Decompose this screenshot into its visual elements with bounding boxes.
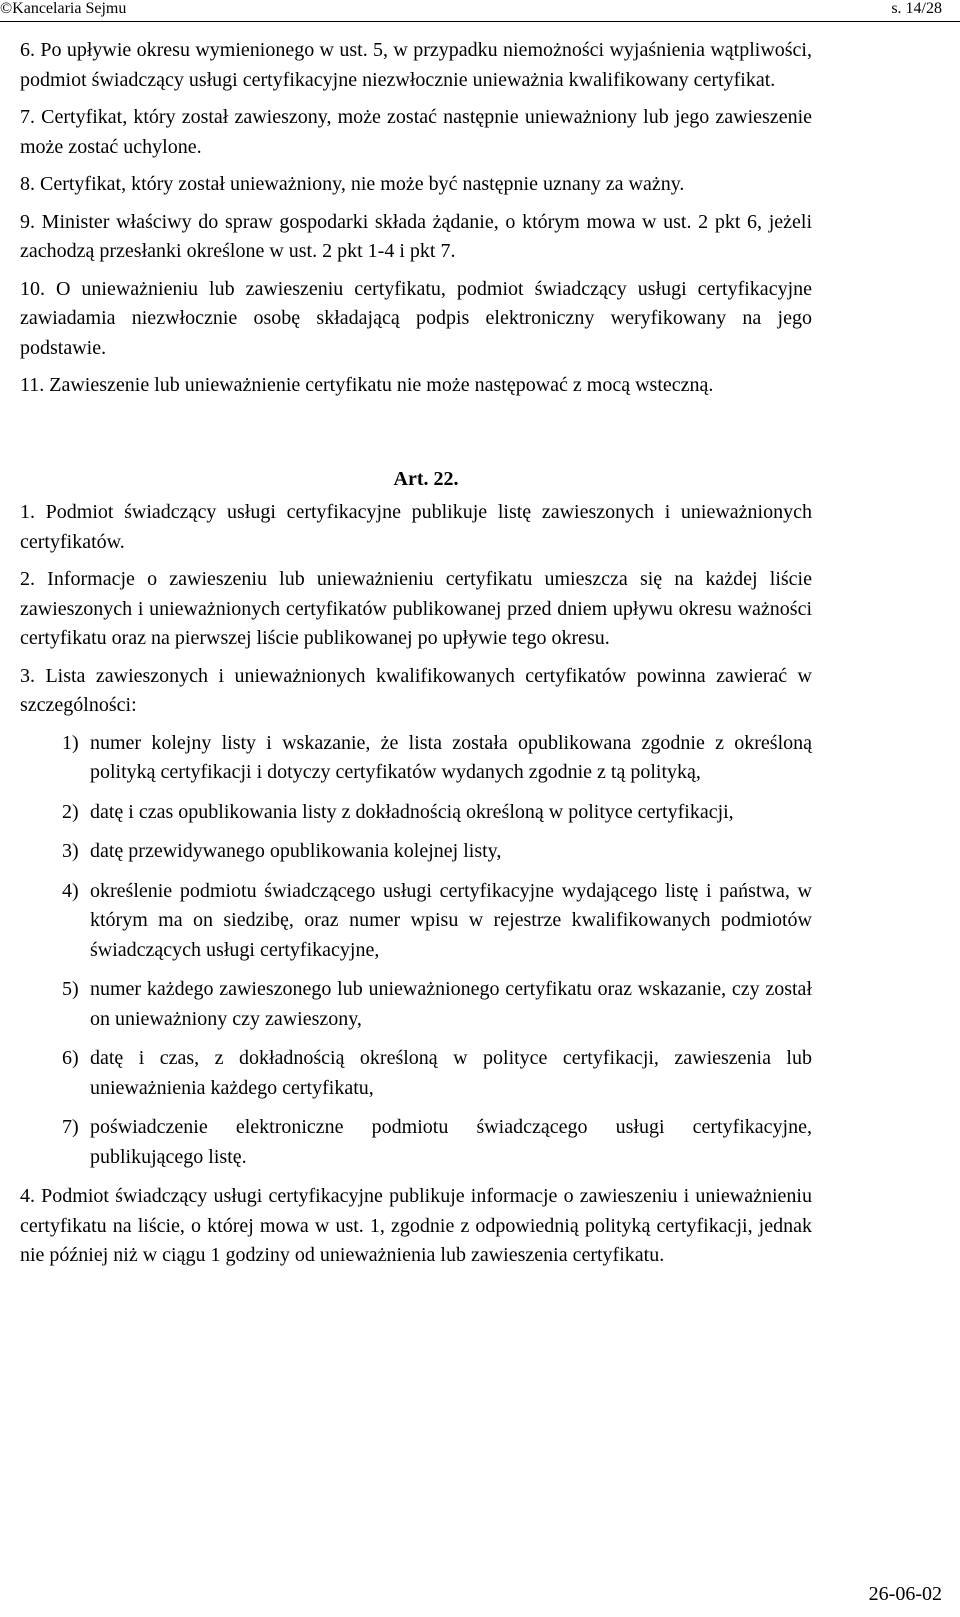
paragraph-7: 7. Certyfikat, który został zawieszony, może zostać następnie unieważniony lub jego zawieszenie może zostać uchylone. <box>20 106 812 158</box>
list-item <box>20 1113 812 1172</box>
paragraph-10: 10. O unieważnieniu lub zawieszeniu certyfikatu, podmiot świadczący usługi certyfikacyjne zawiadamia niezwłocznie osobę składającą podpis elektroniczny weryfikowany na jego podstawie. <box>20 277 812 359</box>
paragraph-9: 9. Minister właściwy do spraw gospodarki składa żądanie, o którym mowa w ust. 2 pkt 6, jeżeli zachodzą przesłanki określone w ust. 2 pkt 1-4 i pkt 7. <box>20 210 812 262</box>
paragraph-11: 11. Zawieszenie lub unieważnienie certyfikatu nie może następować z mocą wsteczną. <box>20 374 714 396</box>
list-item-text: datę i czas, z dokładnością określoną w polityce certyfikacji, zawieszenia lub unieważnienia każdego certyfikatu, <box>90 1047 812 1099</box>
list-item-number: 2) <box>62 800 79 823</box>
list-item-number: 3) <box>62 840 79 862</box>
article-paragraph-4: 4. Podmiot świadczący usługi certyfikacyjne publikuje informacje o zawieszeniu i unieważnieniu certyfikatu na liście, o której mowa w ust. 1, zgodnie z odpowiednią polityką certyfikacji, jednak nie później niż w ciągu 1 godziny od unieważnienia lub zawieszenia certyfikatu. <box>20 1185 812 1266</box>
list-item <box>20 1044 812 1103</box>
list-item-text: numer każdego zawieszonego lub unieważnionego certyfikatu oraz wskazanie, czy został on unieważniony czy zawieszony, <box>90 978 812 1030</box>
list-item-number: 5) <box>62 978 79 1000</box>
list-item <box>20 837 812 867</box>
list-item-number: 4) <box>62 879 79 902</box>
list-item-number: 6) <box>62 1047 79 1069</box>
list-item-text: poświadczenie elektroniczne podmiotu świadczącego usługi certyfikacyjne, publikującego listę. <box>90 1116 812 1168</box>
page-number: s. 14/28 <box>891 0 942 17</box>
page-header <box>0 0 960 22</box>
list-item-number: 1) <box>62 731 79 754</box>
list-item-number: 7) <box>62 1116 79 1138</box>
list-item <box>20 877 812 966</box>
paragraph-6: 6. Po upływie okresu wymienionego w ust. 5, w przypadku niemożności wyjaśnienia wątpliwości, podmiot świadczący usługi certyfikacyjne niezwłocznie unieważnia kwalifikowany certyfikat. <box>20 39 812 91</box>
list-item-text: datę i czas opublikowania listy z dokładnością określoną w polityce certyfikacji, <box>90 800 734 823</box>
copyright-label: ©Kancelaria Sejmu <box>0 0 127 17</box>
paragraph-8: 8. Certyfikat, który został unieważniony, nie może być następnie uznany za ważny. <box>20 173 685 195</box>
article-paragraph-3: 3. Lista zawieszonych i unieważnionych kwalifikowanych certyfikatów powinna zawierać w szczególności: <box>20 664 812 716</box>
article-paragraph-2: 2. Informacje o zawieszeniu lub unieważnieniu certyfikatu umieszcza się na każdej liście zawieszonych i unieważnionych certyfikatów publikowanej przed dniem upływu okresu ważności certyfikatu oraz na pierwszej liście publikowanej po upływie tego okresu. <box>20 568 812 649</box>
header-divider <box>0 21 960 22</box>
list-item <box>20 798 812 828</box>
list-item <box>20 975 812 1034</box>
list-item-text: określenie podmiotu świadczącego usługi certyfikacyjne wydającego listę i państwa, w którym ma on siedzibę, oraz numer wpisu w rejestrze kwalifikowanych podmiotów świadczących usługi certyfikacyjne, <box>90 879 812 961</box>
list-item-text: numer kolejny listy i wskazanie, że lista została opublikowana zgodnie z określoną polityką certyfikacji i dotyczy certyfikatów wydanych zgodnie z tą polityką, <box>90 731 812 783</box>
list-item-text: datę przewidywanego opublikowania kolejnej listy, <box>90 840 502 862</box>
article-paragraph-1: 1. Podmiot świadczący usługi certyfikacyjne publikuje listę zawieszonych i unieważnionych certyfikatów. <box>20 501 812 553</box>
footer-date: 26-06-02 <box>868 1583 942 1605</box>
document-body <box>20 36 812 1279</box>
article-title: Art. 22. <box>393 467 459 490</box>
list-item <box>20 729 812 788</box>
